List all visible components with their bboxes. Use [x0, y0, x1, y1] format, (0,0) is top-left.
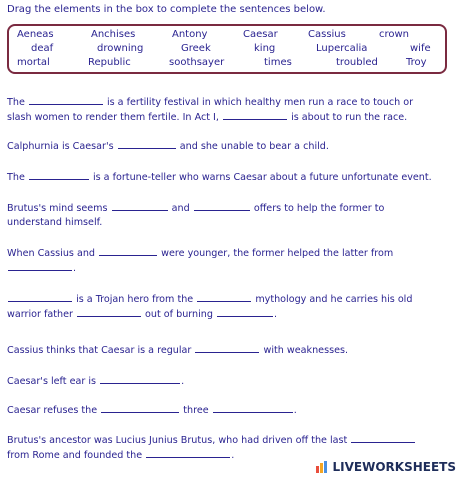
word-greek[interactable]: Greek: [181, 43, 211, 54]
sentence-1: The is a fertility festival in which healthy men run a race to touch or: [7, 94, 413, 110]
word-cassius[interactable]: Cassius: [308, 29, 346, 40]
word-drowning[interactable]: drowning: [97, 43, 144, 54]
blank-9-1[interactable]: [101, 402, 179, 413]
word-aeneas[interactable]: Aeneas: [17, 29, 54, 40]
sentence-3: The is a fortune-teller who warns Caesar about a future unfortunate event.: [7, 169, 432, 185]
sentence-6-cont: warrior father out of burning .: [7, 306, 277, 322]
word-crown[interactable]: crown: [379, 29, 410, 40]
blank-2-1[interactable]: [118, 138, 176, 149]
blank-3-1[interactable]: [29, 169, 89, 180]
word-republic[interactable]: Republic: [88, 57, 131, 68]
blank-5-2[interactable]: [8, 260, 72, 271]
word-anchises[interactable]: Anchises: [91, 29, 136, 40]
blank-4-2[interactable]: [194, 200, 250, 211]
sentence-4: Brutus's mind seems and offers to help the former to: [7, 200, 384, 216]
word-mortal[interactable]: mortal: [17, 57, 50, 68]
liveworksheets-logo: LIVEWORKSHEETS: [315, 460, 456, 474]
word-king[interactable]: king: [254, 43, 276, 54]
sentence-4-cont: understand himself.: [7, 217, 103, 228]
instruction-text: Drag the elements in the box to complete the sentences below.: [7, 4, 326, 15]
word-caesar[interactable]: Caesar: [243, 29, 278, 40]
blank-1-1[interactable]: [29, 94, 103, 105]
sentence-5-cont: .: [7, 260, 76, 276]
word-bank: [7, 24, 447, 74]
sentence-10: Brutus's ancestor was Lucius Junius Brutus, who had driven off the last: [7, 432, 416, 448]
sentence-10-cont: from Rome and founded the .: [7, 447, 234, 463]
sentence-1-cont: slash women to render them fertile. In Act I, is about to run the race.: [7, 109, 407, 125]
blank-10-1[interactable]: [351, 432, 415, 443]
word-troubled[interactable]: troubled: [336, 57, 378, 68]
sentence-6: is a Trojan hero from the mythology and he carries his old: [7, 291, 412, 307]
blank-5-1[interactable]: [99, 245, 157, 256]
sentence-2: Calphurnia is Caesar's and she unable to bear a child.: [7, 138, 329, 154]
word-antony[interactable]: Antony: [172, 29, 208, 40]
sentence-8: Caesar's left ear is .: [7, 373, 184, 389]
sentence-5: When Cassius and were younger, the former helped the latter from: [7, 245, 393, 261]
blank-7-1[interactable]: [195, 342, 259, 353]
word-times[interactable]: times: [264, 57, 292, 68]
word-troy[interactable]: Troy: [406, 57, 427, 68]
word-deaf[interactable]: deaf: [31, 43, 54, 54]
blank-6-3[interactable]: [77, 306, 141, 317]
blank-6-2[interactable]: [197, 291, 251, 302]
word-wife[interactable]: wife: [410, 43, 431, 54]
sentence-9: Caesar refuses the three .: [7, 402, 297, 418]
blank-6-4[interactable]: [217, 306, 273, 317]
word-lupercalia[interactable]: Lupercalia: [316, 43, 368, 54]
sentence-7: Cassius thinks that Caesar is a regular with weaknesses.: [7, 342, 348, 358]
blank-9-2[interactable]: [213, 402, 293, 413]
word-soothsayer[interactable]: soothsayer: [169, 57, 225, 68]
worksheet-logo-icon: [315, 460, 329, 474]
blank-8-1[interactable]: [100, 373, 180, 384]
blank-4-1[interactable]: [112, 200, 168, 211]
blank-10-2[interactable]: [146, 447, 230, 458]
blank-1-2[interactable]: [223, 109, 287, 120]
blank-6-1[interactable]: [8, 291, 72, 302]
